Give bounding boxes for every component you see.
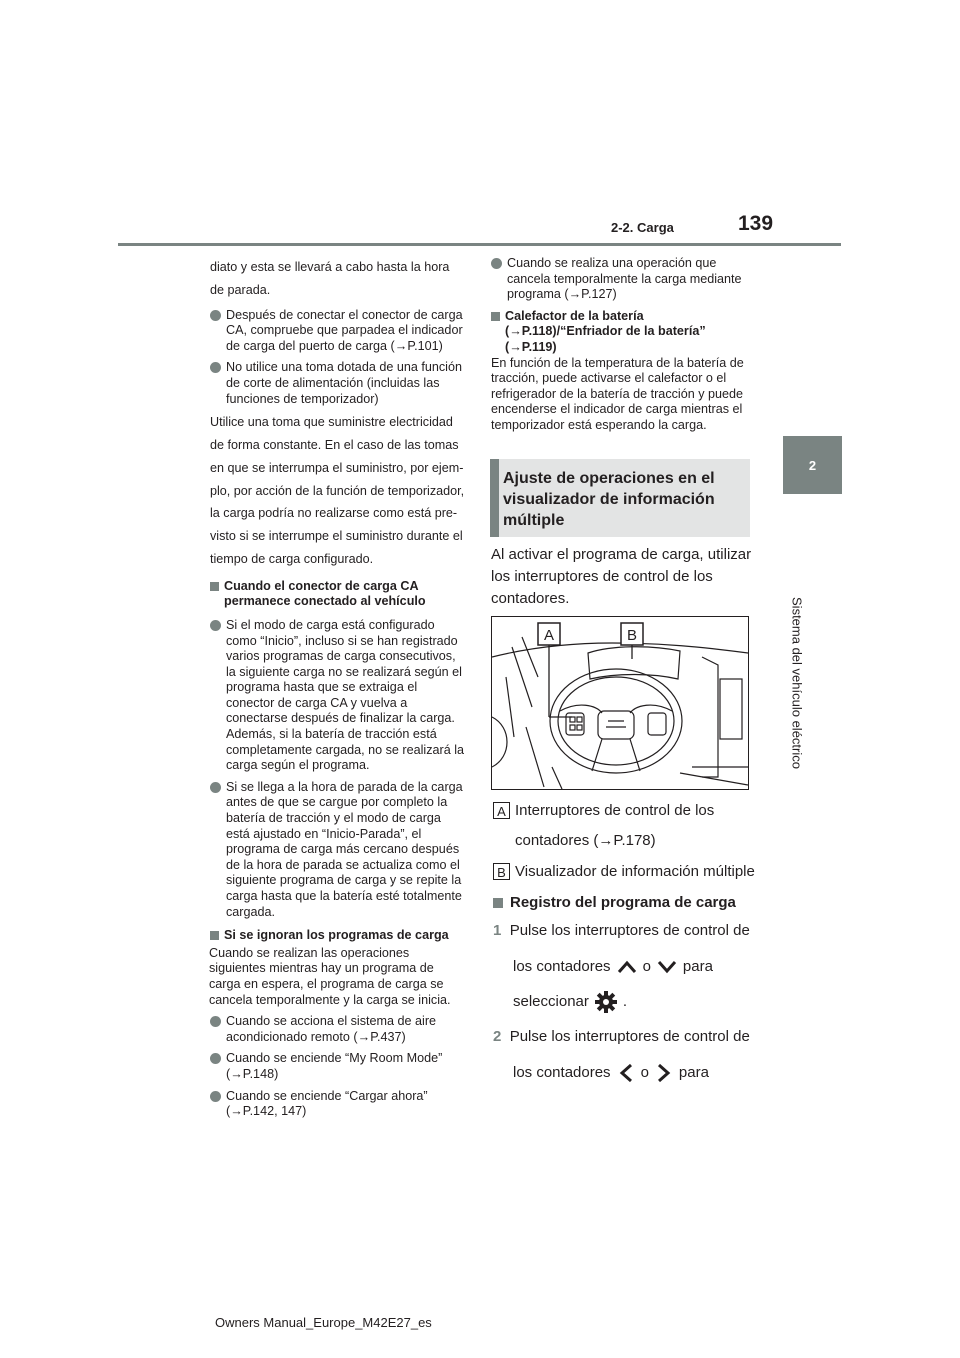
bullet-item: Si el modo de carga está configurado como “Inicio”, incluso si se han registrado varios programas de carga consecutivos, la siguiente carga no se realizará según el programa hasta que se extraiga el conector de carga CA y vuelva a conectarse después de finalizar la carga. Además, si la batería de tracción está completamente cargada, no se realizará la carga según el programa. [210, 618, 466, 774]
steering-wheel-illustration [492, 617, 748, 789]
bullet-item: Cuando se enciende “Cargar ahora” (→P.142, 147) [210, 1089, 466, 1120]
square-bullet-icon [210, 931, 219, 940]
chapter-side-title: Sistema del vehículo eléctrico [789, 597, 805, 769]
section-heading: Ajuste de operaciones en el visualizador de información múltiple [503, 470, 715, 529]
gear-icon [595, 991, 617, 1013]
legend-a [493, 800, 755, 856]
chevron-right-icon [657, 1063, 671, 1083]
chapter-number: 2 [808, 457, 817, 473]
heading-accent-bar [490, 459, 499, 537]
section-heading-box [490, 459, 750, 537]
paragraph-line: la carga podría no realizarse como está pre- [210, 506, 458, 521]
step-2: 2 Pulse los interruptores de control de los contadores o para [493, 1028, 750, 1081]
step-number: 2 [493, 1028, 502, 1045]
legend-b [493, 861, 755, 883]
left-column [210, 256, 466, 1120]
bullet-item: Cuando se acciona el sistema de aire acondicionado remoto (→P.437) [210, 1014, 466, 1045]
section-title: 2-2. Carga [611, 220, 674, 235]
subheading: Si se ignoran los programas de carga [210, 928, 466, 944]
paragraph-line: Utilice una toma que suministre electricidad [210, 415, 453, 430]
legend-b-text: Visualizador de información múltiple [515, 863, 755, 880]
paragraph-line: de forma constante. En el caso de las tomas [210, 437, 459, 452]
page-number: 139 [738, 212, 774, 235]
bullet-icon [210, 362, 221, 373]
label-a-box: A [493, 802, 510, 819]
footer-text: Owners Manual_Europe_M42E27_es [215, 1315, 432, 1330]
paragraph: diato y esta se llevará a cabo hasta la hora [210, 260, 450, 274]
bullet-icon [210, 310, 221, 321]
paragraph-line: plo, por acción de la función de temporizador, [210, 483, 465, 498]
paragraph: de parada. [210, 282, 271, 297]
paragraph-line: visto si se interrumpe el suministro durante el [210, 529, 463, 544]
chevron-up-icon [617, 960, 637, 974]
step-number: 1 [493, 922, 502, 939]
square-bullet-icon [493, 898, 503, 908]
bullet-icon [210, 620, 221, 631]
bullet-icon [210, 1091, 221, 1102]
callout-a: A [543, 627, 555, 644]
bullet-item: No utilice una toma dotada de una función de corte de alimentación (incluidas las funciones de temporizador) [210, 360, 466, 407]
subheading: Registro del programa de carga [493, 892, 960, 914]
dashboard-figure [491, 616, 749, 790]
paragraph-line: tiempo de carga configurado. [210, 551, 374, 566]
chevron-down-icon [657, 960, 677, 974]
square-bullet-icon [210, 582, 219, 591]
paragraph-line: en que se interrumpa el suministro, por ejem- [210, 460, 464, 475]
subheading: Cuando el conector de carga CA permanece conectado al vehículo [210, 579, 466, 610]
paragraph: En función de la temperatura de la batería de tracción, puede activarse el calefactor o el refrigerador de la batería de tracción y puede encenderse el indicador de carga mientras el temporizador está esperando la carga. [491, 355, 744, 432]
bullet-item: Cuando se enciende “My Room Mode” (→P.148) [210, 1051, 466, 1082]
intro-paragraph: Al activar el programa de carga, utilizar los interruptores de control de los contadores. [491, 546, 752, 607]
legend-a-text: Interruptores de control de los contadores (→P.178) [515, 802, 715, 849]
bullet-icon [210, 1053, 221, 1064]
paragraph: Cuando se realizan las operaciones siguientes mientras hay un programa de carga en espera, el programa de carga se cancela temporalmente y la carga se inicia. [209, 945, 451, 1007]
step-1: 1 Pulse los interruptores de control de los contadores o para seleccionar . [493, 920, 755, 1020]
label-b-box: B [493, 863, 510, 880]
bullet-icon [491, 258, 502, 269]
square-bullet-icon [491, 312, 500, 321]
chevron-left-icon [619, 1063, 633, 1083]
bullet-icon [210, 782, 221, 793]
header-rule [118, 243, 841, 246]
right-column-top [491, 256, 751, 434]
bullet-item: Cuando se realiza una operación que cancela temporalmente la carga mediante programa (→P.127) [491, 256, 751, 303]
subheading: Calefactor de la batería (→P.118)/“Enfriador de la batería” (→P.119) [491, 309, 751, 356]
chapter-tab[interactable] [783, 436, 842, 494]
bullet-item: Si se llega a la hora de parada de la carga antes de que se cargue por completo la batería de tracción y el modo de carga está ajustado en “Inicio-Parada”, el programa de carga más cercano después de la hora de parada se actualiza como el siguiente programa de carga y se repite la carga hasta que la batería esté totalmente cargada. [210, 780, 466, 920]
bullet-item: Después de conectar el conector de carga CA, compruebe que parpadea el indicador de carga del puerto de carga (→P.101) [210, 308, 466, 355]
callout-b: B [626, 627, 638, 644]
bullet-icon [210, 1016, 221, 1027]
